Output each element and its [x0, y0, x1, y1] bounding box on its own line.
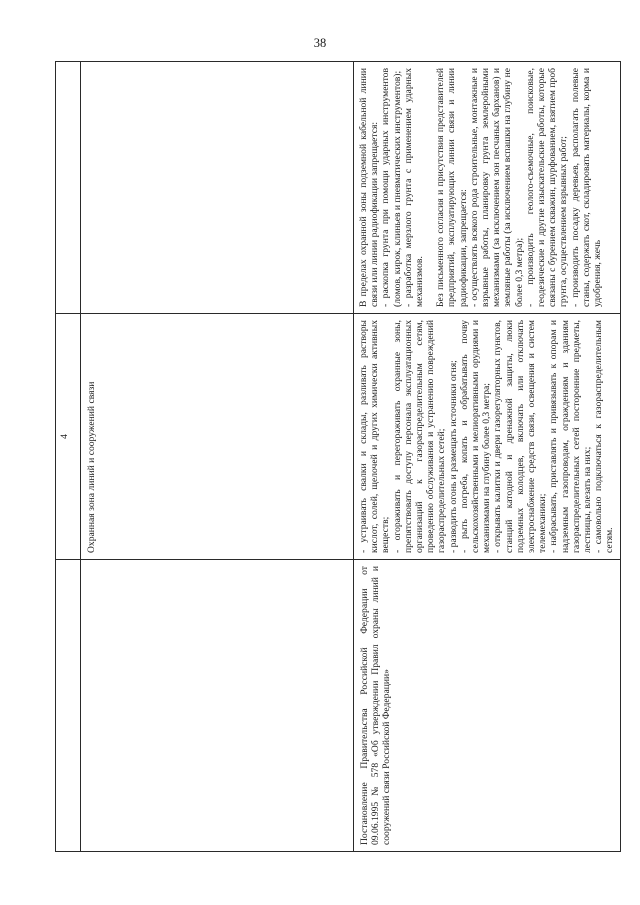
restriction-item: - производить посадку деревьев, располагать полевые станы, содержать скот, складировать материалы, корма и удобрения, жечь [569, 68, 604, 307]
cell-zone-row-2: Охранная зона линий и сооружений связи [81, 314, 354, 560]
table-row [81, 62, 354, 852]
rotated-document-frame [55, 62, 616, 852]
restriction-item: - осуществлять всякого рода строительные, монтажные и взрывные работы, планировку грунта землеройными механизмами (за исключением зон песчаных барханов) и земляные работы (за исключением вспашки на глубину не более 0,3 метра); [468, 68, 525, 307]
restrictions-list [358, 68, 603, 307]
restrictions-table [55, 61, 621, 852]
page-number: 38 [313, 36, 327, 50]
basis-text: Постановление Правительства Российской Федерации от 09.06.1995 № 578 «Об утверждении Правил охраны линий и сооружений связи Российской Федерации» [359, 566, 393, 845]
cell-zone-row-1 [81, 560, 354, 852]
cell-number-row-1 [56, 560, 81, 852]
restrictions-list [358, 320, 616, 553]
restriction-item: В пределах охранной зоны подземной кабельной линии связи или линии радиофикации запрещается: [358, 68, 381, 307]
restriction-item: - открывать калитки и двери газорегуляторных пунктов, станций катодной и дренажной защиты, люки подземных колодцев, включать или отключать электроснабжение средств связи, освещения и систем телемеханики; [492, 320, 549, 553]
cell-restrictions-row-3 [354, 62, 621, 314]
restriction-item: - устраивать свалки и склады, разливать растворы кислот, солей, щелочей и других химически активных веществ; [358, 320, 392, 553]
restriction-item: Без письменного согласия и присутствия представителей предприятий, эксплуатирующих линии связи и линии радиофикации, запрещается: [435, 68, 469, 307]
restriction-item: - огораживать и перегораживать охранные зоны, препятствовать доступу персонала эксплуатационных организаций к газораспределительным сетям, проведению обслуживания и устранению повреждений газораспределительных сетей; [391, 320, 448, 553]
cell-number-row-2: 4 [56, 314, 81, 560]
restriction-item: - самовольно подключаться к газораспределительным сетям. [593, 320, 616, 553]
restriction-item: - разводить огонь и размещать источники огня; [447, 360, 459, 553]
cell-basis-row-1 [354, 560, 621, 852]
restriction-item: - набрасывать, приставлять и привязывать к опорам и надземным газопроводам, ограждениям и зданиям газораспределительных сетей посторонние предметы, лестницы, влезать на них; [548, 320, 594, 553]
table-row [354, 62, 621, 852]
restriction-item: - раскопка грунта при помощи ударных инструментов (ломов, кирок, клиньев и пневматических инструментов); [380, 68, 403, 307]
cell-number-row-3 [56, 62, 81, 314]
restriction-item: - разработка мерзлого грунта с применением ударных механизмов. [402, 68, 426, 307]
restriction-item: - производить геолого-съемочные, поисковые, геодезические и другие изыскательские работы, которые связаны с бурением скважин, шурфованием, взятием проб грунта, осуществлением взрывных работ; [524, 68, 570, 307]
restriction-item: - рыть погреба, копать и обрабатывать почву сельскохозяйственными и мелиоративными орудиями и механизмами на глубину более 0,3 метра; [458, 320, 493, 553]
cell-zone-row-3 [81, 62, 354, 314]
table-row [56, 62, 81, 852]
cell-restrictions-row-2 [354, 314, 621, 560]
